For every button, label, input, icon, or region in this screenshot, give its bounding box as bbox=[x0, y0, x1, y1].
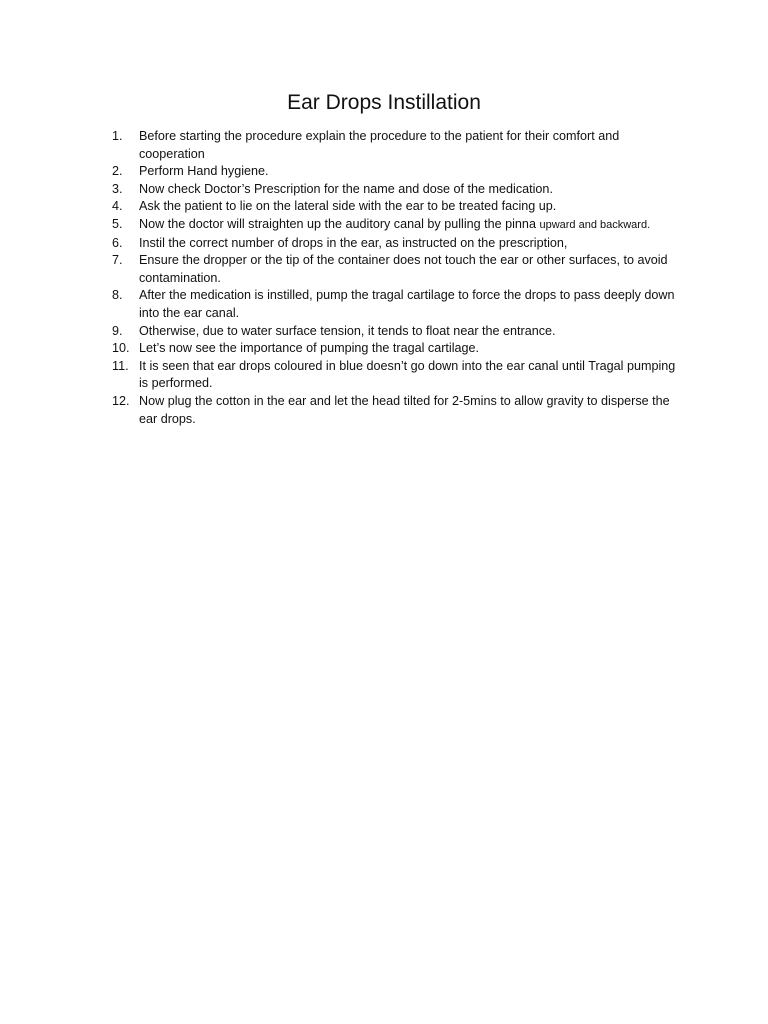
step-text: Now the doctor will straighten up the auditory canal by pulling the pinna bbox=[139, 216, 536, 231]
step-number: 6. bbox=[112, 235, 123, 250]
list-item bbox=[112, 393, 678, 428]
step-text: Otherwise, due to water surface tension, it tends to float near the entrance. bbox=[139, 323, 556, 338]
step-text: Perform Hand hygiene. bbox=[139, 164, 269, 179]
step-number: 2. bbox=[112, 164, 123, 179]
step-text: Let’s now see the importance of pumping the tragal cartilage. bbox=[139, 341, 480, 356]
step-text: Now check Doctor’s Prescription for the name and dose of the medication. bbox=[139, 181, 553, 196]
list-item bbox=[112, 198, 678, 216]
step-text: Instil the correct number of drops in the ear, as instructed on the prescription, bbox=[139, 235, 568, 250]
list-item bbox=[112, 235, 678, 253]
list-item bbox=[112, 128, 678, 163]
step-number: 7. bbox=[112, 253, 123, 268]
step-number: 8. bbox=[112, 288, 123, 303]
step-text: It is seen that ear drops coloured in blue doesn’t go down into the ear canal until Tragal pumping is performed. bbox=[139, 358, 676, 391]
list-item bbox=[112, 287, 678, 322]
list-item bbox=[112, 358, 678, 393]
list-item bbox=[112, 216, 678, 235]
step-number: 11. bbox=[112, 358, 129, 373]
step-text: Before starting the procedure explain the procedure to the patient for their comfort and cooperation bbox=[139, 129, 620, 161]
list-item bbox=[112, 163, 678, 181]
document-title: Ear Drops Instillation bbox=[287, 91, 481, 114]
step-number: 1. bbox=[112, 129, 123, 143]
list-item bbox=[112, 323, 678, 341]
procedure-steps-list bbox=[112, 128, 678, 428]
step-text-small: upward and backward. bbox=[539, 218, 651, 231]
step-number: 9. bbox=[112, 323, 123, 338]
step-text: After the medication is instilled, pump the tragal cartilage to force the drops to pass deeply down into the ear canal. bbox=[139, 288, 675, 320]
step-text-group bbox=[139, 216, 678, 235]
step-text: Ensure the dropper or the tip of the container does not touch the ear or other surfaces, to avoid contamination. bbox=[139, 253, 668, 285]
list-item bbox=[112, 252, 678, 287]
step-number: 12. bbox=[112, 393, 130, 408]
list-item bbox=[112, 340, 678, 358]
step-text: Ask the patient to lie on the lateral side with the ear to be treated facing up. bbox=[139, 199, 557, 214]
step-number: 5. bbox=[112, 216, 123, 231]
step-number: 10. bbox=[112, 341, 130, 356]
list-item bbox=[112, 181, 678, 199]
step-number: 4. bbox=[112, 199, 123, 214]
step-text: Now plug the cotton in the ear and let the head tilted for 2-5mins to allow gravity to disperse the ear drops. bbox=[139, 393, 670, 426]
step-number: 3. bbox=[112, 181, 123, 196]
